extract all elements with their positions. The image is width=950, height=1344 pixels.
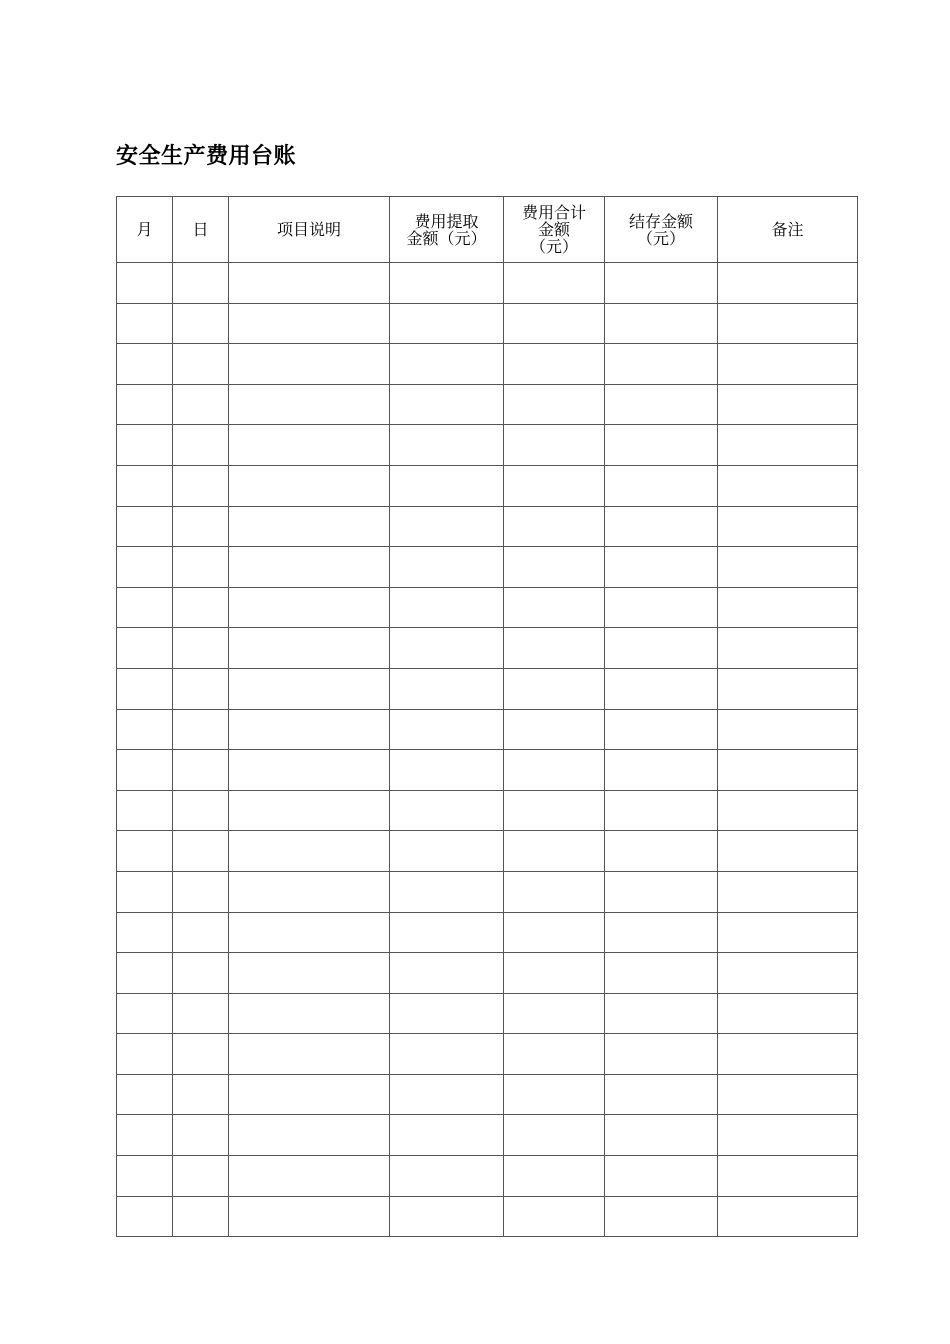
cell-balance-amount[interactable]	[605, 1034, 718, 1075]
header-remarks: 备注	[718, 197, 858, 263]
cell-remarks[interactable]	[718, 1156, 858, 1197]
cell-remarks[interactable]	[718, 547, 858, 588]
cell-balance-amount[interactable]	[605, 871, 718, 912]
cell-balance-amount[interactable]	[605, 709, 718, 750]
header-balance-amount	[605, 197, 718, 263]
cell-extract-amount[interactable]	[390, 709, 504, 750]
cell-day[interactable]	[173, 465, 229, 506]
cell-balance-amount[interactable]	[605, 587, 718, 628]
table-body	[117, 263, 858, 1237]
cell-total-amount[interactable]	[504, 547, 605, 588]
cell-day[interactable]	[173, 831, 229, 872]
cell-item-description[interactable]	[229, 628, 390, 669]
cell-month[interactable]	[117, 993, 173, 1034]
cell-extract-amount[interactable]	[390, 912, 504, 953]
cell-remarks[interactable]	[718, 263, 858, 304]
cell-remarks[interactable]	[718, 344, 858, 385]
cell-month[interactable]	[117, 628, 173, 669]
table-row	[117, 425, 858, 466]
table-row	[117, 465, 858, 506]
cell-item-description[interactable]	[229, 465, 390, 506]
cell-item-description[interactable]	[229, 709, 390, 750]
cell-day[interactable]	[173, 384, 229, 425]
cell-remarks[interactable]	[718, 384, 858, 425]
cell-remarks[interactable]	[718, 750, 858, 791]
cell-day[interactable]	[173, 628, 229, 669]
cell-day[interactable]	[173, 1196, 229, 1237]
cell-balance-amount[interactable]	[605, 465, 718, 506]
cell-month[interactable]	[117, 465, 173, 506]
cell-month[interactable]	[117, 587, 173, 628]
expense-ledger-table	[116, 196, 858, 1237]
cell-extract-amount[interactable]	[390, 303, 504, 344]
cell-extract-amount[interactable]	[390, 263, 504, 304]
table-row	[117, 1074, 858, 1115]
cell-balance-amount[interactable]	[605, 547, 718, 588]
cell-item-description[interactable]	[229, 344, 390, 385]
cell-remarks[interactable]	[718, 587, 858, 628]
cell-item-description[interactable]	[229, 750, 390, 791]
cell-remarks[interactable]	[718, 709, 858, 750]
cell-total-amount[interactable]	[504, 465, 605, 506]
cell-balance-amount[interactable]	[605, 831, 718, 872]
cell-balance-amount[interactable]	[605, 750, 718, 791]
cell-remarks[interactable]	[718, 790, 858, 831]
cell-item-description[interactable]	[229, 506, 390, 547]
table-row	[117, 709, 858, 750]
cell-day[interactable]	[173, 263, 229, 304]
cell-day[interactable]	[173, 303, 229, 344]
cell-month[interactable]	[117, 1156, 173, 1197]
cell-month[interactable]	[117, 344, 173, 385]
table-row	[117, 587, 858, 628]
cell-extract-amount[interactable]	[390, 547, 504, 588]
cell-day[interactable]	[173, 790, 229, 831]
table-row	[117, 953, 858, 994]
cell-balance-amount[interactable]	[605, 912, 718, 953]
table-row	[117, 547, 858, 588]
cell-item-description[interactable]	[229, 993, 390, 1034]
cell-extract-amount[interactable]	[390, 425, 504, 466]
cell-month[interactable]	[117, 709, 173, 750]
cell-balance-amount[interactable]	[605, 506, 718, 547]
cell-balance-amount[interactable]	[605, 303, 718, 344]
cell-total-amount[interactable]	[504, 263, 605, 304]
cell-total-amount[interactable]	[504, 953, 605, 994]
cell-total-amount[interactable]	[504, 1156, 605, 1197]
cell-extract-amount[interactable]	[390, 790, 504, 831]
cell-remarks[interactable]	[718, 831, 858, 872]
cell-month[interactable]	[117, 1074, 173, 1115]
cell-total-amount[interactable]	[504, 587, 605, 628]
header-month: 月	[117, 197, 173, 263]
cell-remarks[interactable]	[718, 1034, 858, 1075]
header-balance-amount-line-2: （元）	[636, 228, 685, 248]
cell-total-amount[interactable]	[504, 1115, 605, 1156]
cell-balance-amount[interactable]	[605, 263, 718, 304]
header-extract-amount-line-1: 费用提取	[414, 211, 479, 231]
cell-day[interactable]	[173, 750, 229, 791]
cell-remarks[interactable]	[718, 465, 858, 506]
header-extract-amount-line-2: 金额（元）	[406, 228, 487, 248]
cell-total-amount[interactable]	[504, 628, 605, 669]
cell-item-description[interactable]	[229, 1034, 390, 1075]
cell-extract-amount[interactable]	[390, 993, 504, 1034]
cell-item-description[interactable]	[229, 1196, 390, 1237]
cell-day[interactable]	[173, 953, 229, 994]
cell-month[interactable]	[117, 506, 173, 547]
cell-remarks[interactable]	[718, 668, 858, 709]
cell-month[interactable]	[117, 263, 173, 304]
cell-balance-amount[interactable]	[605, 628, 718, 669]
table-row	[117, 912, 858, 953]
cell-remarks[interactable]	[718, 303, 858, 344]
cell-remarks[interactable]	[718, 425, 858, 466]
cell-extract-amount[interactable]	[390, 871, 504, 912]
cell-extract-amount[interactable]	[390, 668, 504, 709]
table-row	[117, 628, 858, 669]
cell-total-amount[interactable]	[504, 425, 605, 466]
cell-total-amount[interactable]	[504, 709, 605, 750]
cell-month[interactable]	[117, 547, 173, 588]
cell-total-amount[interactable]	[504, 790, 605, 831]
table-row	[117, 344, 858, 385]
table-row	[117, 1196, 858, 1237]
cell-month[interactable]	[117, 912, 173, 953]
cell-day[interactable]	[173, 587, 229, 628]
cell-month[interactable]	[117, 750, 173, 791]
header-total-amount-line-2: 金额	[537, 220, 570, 239]
cell-month[interactable]	[117, 1196, 173, 1237]
cell-month[interactable]	[117, 384, 173, 425]
cell-month[interactable]	[117, 425, 173, 466]
cell-remarks[interactable]	[718, 912, 858, 953]
cell-item-description[interactable]	[229, 831, 390, 872]
cell-remarks[interactable]	[718, 628, 858, 669]
header-total-amount-line-3: （元）	[529, 237, 578, 256]
cell-day[interactable]	[173, 1115, 229, 1156]
table-row	[117, 506, 858, 547]
cell-extract-amount[interactable]	[390, 1115, 504, 1156]
cell-remarks[interactable]	[718, 1074, 858, 1115]
header-extract-amount	[390, 197, 504, 263]
cell-day[interactable]	[173, 993, 229, 1034]
table-row	[117, 263, 858, 304]
cell-item-description[interactable]	[229, 912, 390, 953]
cell-total-amount[interactable]	[504, 993, 605, 1034]
cell-item-description[interactable]	[229, 1074, 390, 1115]
cell-extract-amount[interactable]	[390, 587, 504, 628]
table-row	[117, 668, 858, 709]
table-row	[117, 384, 858, 425]
cell-total-amount[interactable]	[504, 831, 605, 872]
cell-day[interactable]	[173, 668, 229, 709]
cell-total-amount[interactable]	[504, 1196, 605, 1237]
cell-item-description[interactable]	[229, 263, 390, 304]
header-total-amount-line-1: 费用合计	[521, 203, 586, 222]
cell-item-description[interactable]	[229, 953, 390, 994]
header-item-description: 项目说明	[229, 197, 390, 263]
cell-total-amount[interactable]	[504, 750, 605, 791]
cell-balance-amount[interactable]	[605, 993, 718, 1034]
cell-balance-amount[interactable]	[605, 384, 718, 425]
cell-day[interactable]	[173, 1034, 229, 1075]
cell-item-description[interactable]	[229, 1156, 390, 1197]
cell-balance-amount[interactable]	[605, 1196, 718, 1237]
cell-item-description[interactable]	[229, 384, 390, 425]
cell-balance-amount[interactable]	[605, 1156, 718, 1197]
cell-month[interactable]	[117, 1034, 173, 1075]
table-row	[117, 993, 858, 1034]
cell-item-description[interactable]	[229, 547, 390, 588]
cell-balance-amount[interactable]	[605, 668, 718, 709]
cell-remarks[interactable]	[718, 953, 858, 994]
cell-total-amount[interactable]	[504, 344, 605, 385]
table-row	[117, 790, 858, 831]
cell-month[interactable]	[117, 953, 173, 994]
cell-day[interactable]	[173, 547, 229, 588]
page-title: 安全生产费用台账	[116, 144, 297, 169]
cell-balance-amount[interactable]	[605, 790, 718, 831]
cell-day[interactable]	[173, 871, 229, 912]
cell-item-description[interactable]	[229, 871, 390, 912]
table-row	[117, 303, 858, 344]
cell-month[interactable]	[117, 1115, 173, 1156]
cell-extract-amount[interactable]	[390, 628, 504, 669]
cell-remarks[interactable]	[718, 1115, 858, 1156]
table-row	[117, 1034, 858, 1075]
cell-month[interactable]	[117, 303, 173, 344]
cell-day[interactable]	[173, 506, 229, 547]
cell-extract-amount[interactable]	[390, 384, 504, 425]
cell-month[interactable]	[117, 790, 173, 831]
table-row	[117, 831, 858, 872]
cell-remarks[interactable]	[718, 1196, 858, 1237]
header-total-amount	[504, 197, 605, 263]
cell-extract-amount[interactable]	[390, 750, 504, 791]
cell-total-amount[interactable]	[504, 1074, 605, 1115]
cell-item-description[interactable]	[229, 425, 390, 466]
cell-total-amount[interactable]	[504, 303, 605, 344]
cell-extract-amount[interactable]	[390, 1156, 504, 1197]
cell-extract-amount[interactable]	[390, 831, 504, 872]
cell-extract-amount[interactable]	[390, 1034, 504, 1075]
cell-day[interactable]	[173, 1156, 229, 1197]
table-row	[117, 1156, 858, 1197]
cell-extract-amount[interactable]	[390, 1196, 504, 1237]
cell-month[interactable]	[117, 831, 173, 872]
cell-item-description[interactable]	[229, 1115, 390, 1156]
header-balance-amount-line-1: 结存金额	[628, 211, 693, 231]
cell-day[interactable]	[173, 1074, 229, 1115]
cell-total-amount[interactable]	[504, 1034, 605, 1075]
cell-extract-amount[interactable]	[390, 1074, 504, 1115]
cell-total-amount[interactable]	[504, 668, 605, 709]
table-row	[117, 750, 858, 791]
cell-item-description[interactable]	[229, 303, 390, 344]
cell-month[interactable]	[117, 668, 173, 709]
cell-extract-amount[interactable]	[390, 953, 504, 994]
cell-balance-amount[interactable]	[605, 425, 718, 466]
cell-day[interactable]	[173, 912, 229, 953]
cell-day[interactable]	[173, 709, 229, 750]
table-row	[117, 1115, 858, 1156]
cell-item-description[interactable]	[229, 587, 390, 628]
table-row	[117, 871, 858, 912]
cell-remarks[interactable]	[718, 993, 858, 1034]
cell-total-amount[interactable]	[504, 871, 605, 912]
header-day: 日	[173, 197, 229, 263]
cell-total-amount[interactable]	[504, 384, 605, 425]
cell-balance-amount[interactable]	[605, 344, 718, 385]
cell-remarks[interactable]	[718, 871, 858, 912]
cell-total-amount[interactable]	[504, 912, 605, 953]
cell-month[interactable]	[117, 871, 173, 912]
cell-extract-amount[interactable]	[390, 465, 504, 506]
cell-day[interactable]	[173, 425, 229, 466]
cell-balance-amount[interactable]	[605, 1074, 718, 1115]
cell-balance-amount[interactable]	[605, 953, 718, 994]
cell-day[interactable]	[173, 344, 229, 385]
cell-extract-amount[interactable]	[390, 344, 504, 385]
cell-total-amount[interactable]	[504, 506, 605, 547]
cell-item-description[interactable]	[229, 790, 390, 831]
cell-extract-amount[interactable]	[390, 506, 504, 547]
cell-balance-amount[interactable]	[605, 1115, 718, 1156]
table-header-row	[117, 197, 858, 263]
cell-remarks[interactable]	[718, 506, 858, 547]
cell-item-description[interactable]	[229, 668, 390, 709]
